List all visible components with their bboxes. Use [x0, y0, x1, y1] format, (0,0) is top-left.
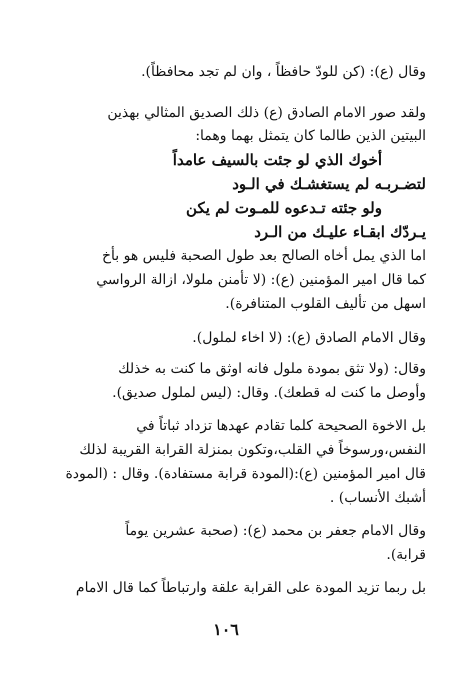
- text-line-2: ولقد صور الامام الصادق (ع) ذلك الصديق المثالي بهذين: [107, 105, 426, 121]
- text-line-14: وقال الامام جعفر بن محمد (ع): (صحبة عشرين يوماً: [125, 523, 426, 539]
- text-line-11: النفس،ورسوخاً في القلب،وتكون بمنزلة القرابة القريبة لذلك: [79, 442, 426, 458]
- text-line-10: بل الاخوة الصحيحة كلما تقادم عهدها تزداد ثباتاً في: [136, 418, 426, 434]
- text-line-5: كما قال امير المؤمنين (ع): (لا تأمنن ملولا، ازالة الرواسي: [96, 272, 426, 288]
- text-line-7: وقال الامام الصادق (ع): (لا اخاء لملول).: [192, 330, 426, 346]
- poem-verse-3: ولو جئته تـدعوه للمـوت لم يكن: [186, 199, 382, 217]
- poem-verse-2: لتضـربـه لم يستغشـك في الـود: [232, 175, 426, 193]
- poem-verse-4: يـردّك ابقـاء عليـك من الـرد: [254, 223, 426, 241]
- text-line-9: وأوصل ما كنت له قطعك). وقال: (ليس لملول صديق).: [112, 385, 426, 401]
- text-line-6: اسهل من تأليف القلوب المتنافرة).: [225, 296, 426, 312]
- text-line-3: البيتين الذين طالما كان يتمثل بهما وهما:: [195, 128, 426, 144]
- text-line-1: وقال (ع): (كن للودّ حافظاً ، وان لم تجد محافظاً).: [141, 64, 426, 80]
- poem-verse-1: أخوك الذي لو جئت بالسيف عامداً: [172, 151, 382, 169]
- text-line-4: اما الذي يمل أخاه الصالح بعد طول الصحبة فليس هو بأخ: [101, 248, 426, 264]
- text-line-8: وقال: (ولا تثق بمودة ملول فانه اوثق ما كنت به خذلك: [118, 361, 426, 377]
- text-line-12: قال امير المؤمنين (ع):(المودة قرابة مستفادة). وقال : (المودة: [65, 466, 426, 482]
- page-number: ١٠٦: [213, 620, 239, 639]
- text-line-13: أشبك الأنساب) .: [329, 490, 426, 506]
- text-line-15: قرابة).: [386, 547, 426, 563]
- text-line-16: بل ربما تزيد المودة على القرابة علقة وارتباطاً كما قال الامام: [75, 580, 426, 596]
